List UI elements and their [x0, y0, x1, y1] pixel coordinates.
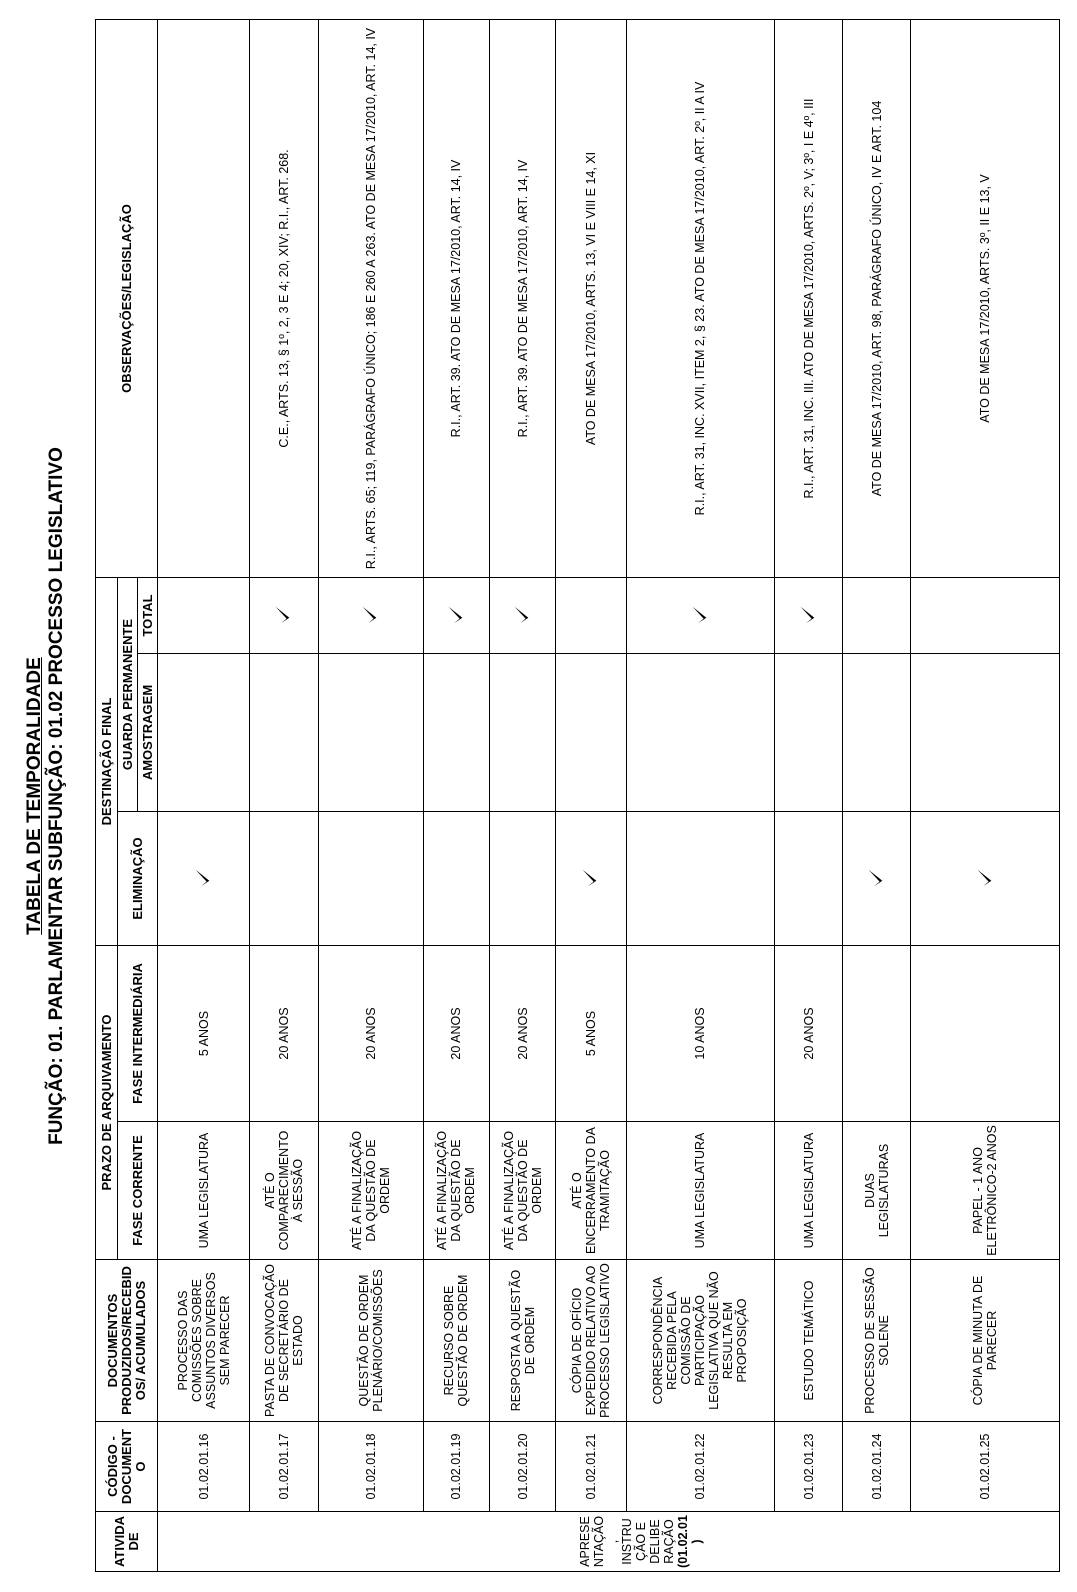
- documento-cell: PROCESSO DAS COMISSÕES SOBRE ASSUNTOS DIVERSOS SEM PARECER: [158, 1260, 250, 1422]
- amostragem-cell: [250, 654, 318, 812]
- header-eliminacao: ELIMINAÇÃO: [118, 812, 158, 946]
- codigo-cell: 01.02.01.18: [318, 1422, 423, 1512]
- fase-corrente-cell: ATÉ O ENCERRAMENTO DA TRAMITAÇÃO: [556, 1122, 626, 1260]
- eliminacao-cell: [423, 812, 489, 946]
- header-codigo: CÓDIGO - DOCUMENTO: [96, 1422, 158, 1512]
- fase-corrente-cell: ATÉ A FINALIZAÇÃO DA QUESTÃO DE ORDEM: [490, 1122, 556, 1260]
- codigo-cell: 01.02.01.23: [775, 1422, 843, 1512]
- total-cell: [911, 577, 1060, 653]
- documento-cell: CÓPIA DE MINUTA DE PARECER: [911, 1260, 1060, 1422]
- atividade-code: (01.02.01): [676, 1515, 704, 1568]
- fase-intermediaria-cell: 10 ANOS: [626, 946, 774, 1122]
- header-guarda-permanente: GUARDA PERMANENTE: [118, 577, 138, 811]
- fase-corrente-cell: PAPEL - 1 ANO ELETRÔNICO-2 ANOS: [911, 1122, 1060, 1260]
- amostragem-cell: [158, 654, 250, 812]
- atividade-name: APRESENTAÇÃO, INSTRUÇÃO E DELIBERAÇÃO: [578, 1515, 676, 1568]
- header-prazo: PRAZO DE ARQUIVAMENTO: [96, 946, 118, 1260]
- fase-corrente-cell: ATÉ O COMPARECIMENTO À SESSÃO: [250, 1122, 318, 1260]
- page-subtitle: FUNÇÃO: 01. PARLAMENTAR SUBFUNÇÃO: 01.02 PROCESSO LEGISLATIVO: [46, 447, 67, 1145]
- total-cell: [318, 577, 423, 653]
- observacoes-cell: R.I., ARTS. 65; 119, PARÁGRAFO ÚNICO; 186 E 260 A 263. ATO DE MESA 17/2010, ART. 14, IV: [318, 19, 423, 577]
- table-row: [490, 19, 556, 1571]
- checkmark-icon: [688, 604, 710, 626]
- fase-intermediaria-cell: 20 ANOS: [318, 946, 423, 1122]
- checkmark-icon: [973, 868, 995, 890]
- codigo-cell: 01.02.01.19: [423, 1422, 489, 1512]
- eliminacao-cell: [556, 812, 626, 946]
- header-observacoes: OBSERVAÇÕES/LEGISLAÇÃO: [96, 19, 158, 577]
- table-row: [158, 19, 250, 1571]
- fase-corrente-cell: UMA LEGISLATURA: [775, 1122, 843, 1260]
- observacoes-cell: R.I., ART. 31, INC. III. ATO DE MESA 17/2010, ARTS. 2º, V; 3º, I E 4º, III: [775, 19, 843, 577]
- table-row: [775, 19, 843, 1571]
- table-row: [423, 19, 489, 1571]
- amostragem-cell: [626, 654, 774, 812]
- eliminacao-cell: [775, 812, 843, 946]
- amostragem-cell: [556, 654, 626, 812]
- total-cell: [843, 577, 911, 653]
- table-row: [556, 19, 626, 1571]
- checkmark-icon: [510, 604, 532, 626]
- total-cell: [250, 577, 318, 653]
- fase-intermediaria-cell: [911, 946, 1060, 1122]
- fase-intermediaria-cell: 5 ANOS: [556, 946, 626, 1122]
- fase-corrente-cell: UMA LEGISLATURA: [158, 1122, 250, 1260]
- observacoes-cell: R.I., ART. 31, INC. XVII, ITEM 2, § 23. ATO DE MESA 17/2010, ART. 2º, II A IV: [626, 19, 774, 577]
- fase-intermediaria-cell: 20 ANOS: [490, 946, 556, 1122]
- documento-cell: RECURSO SOBRE QUESTÃO DE ORDEM: [423, 1260, 489, 1422]
- fase-corrente-cell: ATÉ A FINALIZAÇÃO DA QUESTÃO DE ORDEM: [318, 1122, 423, 1260]
- fase-intermediaria-cell: 5 ANOS: [158, 946, 250, 1122]
- title-block: [24, 0, 68, 1592]
- codigo-cell: 01.02.01.16: [158, 1422, 250, 1512]
- fase-intermediaria-cell: 20 ANOS: [775, 946, 843, 1122]
- codigo-cell: 01.02.01.21: [556, 1422, 626, 1512]
- observacoes-cell: R.I., ART. 39. ATO DE MESA 17/2010, ART. 14, IV: [423, 19, 489, 577]
- total-cell: [490, 577, 556, 653]
- table-row: [911, 19, 1060, 1571]
- checkmark-icon: [444, 604, 466, 626]
- codigo-cell: 01.02.01.17: [250, 1422, 318, 1512]
- documento-cell: CÓPIA DE OFÍCIO EXPEDIDO RELATIVO AO PROCESSO LEGISLATIVO: [556, 1260, 626, 1422]
- table-row: [250, 19, 318, 1571]
- eliminacao-cell: [250, 812, 318, 946]
- atividade-cell: [158, 1512, 1060, 1572]
- table-body: [158, 19, 1060, 1571]
- page-title: TABELA DE TEMPORALIDADE: [24, 657, 45, 935]
- amostragem-cell: [318, 654, 423, 812]
- amostragem-cell: [843, 654, 911, 812]
- header-atividade: ATIVIDADE: [96, 1512, 158, 1572]
- eliminacao-cell: [490, 812, 556, 946]
- observacoes-cell: R.I., ART. 39. ATO DE MESA 17/2010, ART. 14, IV: [490, 19, 556, 577]
- documento-cell: RESPOSTA A QUESTÃO DE ORDEM: [490, 1260, 556, 1422]
- total-cell: [423, 577, 489, 653]
- documento-cell: PASTA DE CONVOCAÇÃO DE SECRETÁRIO DE ESTADO: [250, 1260, 318, 1422]
- header-amostragem: AMOSTRAGEM: [138, 654, 158, 812]
- header-total: TOTAL: [138, 577, 158, 653]
- observacoes-cell: [158, 19, 250, 577]
- checkmark-icon: [796, 604, 818, 626]
- fase-corrente-cell: ATÉ A FINALIZAÇÃO DA QUESTÃO DE ORDEM: [423, 1122, 489, 1260]
- table-row: [626, 19, 774, 1571]
- table-row: [318, 19, 423, 1571]
- fase-corrente-cell: UMA LEGISLATURA: [626, 1122, 774, 1260]
- observacoes-cell: ATO DE MESA 17/2010, ART. 98, PARÁGRAFO ÚNICO, IV E ART. 104: [843, 19, 911, 577]
- observacoes-cell: ATO DE MESA 17/2010, ARTS. 13, VI E VIII E 14, XI: [556, 19, 626, 577]
- amostragem-cell: [775, 654, 843, 812]
- checkmark-icon: [578, 868, 600, 890]
- amostragem-cell: [423, 654, 489, 812]
- fase-corrente-cell: DUAS LEGISLATURAS: [843, 1122, 911, 1260]
- header-fase-intermediaria: FASE INTERMEDIÁRIA: [118, 946, 158, 1122]
- checkmark-icon: [191, 868, 213, 890]
- observacoes-cell: ATO DE MESA 17/2010, ARTS. 3º, II E 13, V: [911, 19, 1060, 577]
- eliminacao-cell: [158, 812, 250, 946]
- amostragem-cell: [490, 654, 556, 812]
- fase-intermediaria-cell: 20 ANOS: [423, 946, 489, 1122]
- codigo-cell: 01.02.01.25: [911, 1422, 1060, 1512]
- total-cell: [158, 577, 250, 653]
- observacoes-cell: C.E., ARTS. 13, § 1º, 2, 3 E 4; 20, XIV; R.I., ART. 268.: [250, 19, 318, 577]
- checkmark-icon: [864, 868, 886, 890]
- documento-cell: ESTUDO TEMÁTICO: [775, 1260, 843, 1422]
- eliminacao-cell: [626, 812, 774, 946]
- fase-intermediaria-cell: [843, 946, 911, 1122]
- documento-cell: PROCESSO DE SESSÃO SOLENE: [843, 1260, 911, 1422]
- total-cell: [626, 577, 774, 653]
- temporality-table: [95, 19, 1060, 1572]
- header-documentos: DOCUMENTOS PRODUZIDOS/RECEBIDOS/ ACUMULADOS: [96, 1260, 158, 1422]
- fase-intermediaria-cell: 20 ANOS: [250, 946, 318, 1122]
- checkmark-icon: [358, 604, 380, 626]
- header-destinacao: DESTINAÇÃO FINAL: [96, 577, 118, 945]
- documento-cell: QUESTÃO DE ORDEM PLENÁRIO/COMISSÕES: [318, 1260, 423, 1422]
- codigo-cell: 01.02.01.20: [490, 1422, 556, 1512]
- codigo-cell: 01.02.01.24: [843, 1422, 911, 1512]
- header-fase-corrente: FASE CORRENTE: [118, 1122, 158, 1260]
- table-row: [843, 19, 911, 1571]
- eliminacao-cell: [843, 812, 911, 946]
- total-cell: [775, 577, 843, 653]
- checkmark-icon: [271, 604, 293, 626]
- documento-cell: CORRESPONDÊNCIA RECEBIDA PELA COMISSÃO DE PARTICIPAÇÃO LEGISLATIVA QUE NÃO RESULTA EM PROPOSIÇÃO: [626, 1260, 774, 1422]
- codigo-cell: 01.02.01.22: [626, 1422, 774, 1512]
- amostragem-cell: [911, 654, 1060, 812]
- eliminacao-cell: [911, 812, 1060, 946]
- eliminacao-cell: [318, 812, 423, 946]
- total-cell: [556, 577, 626, 653]
